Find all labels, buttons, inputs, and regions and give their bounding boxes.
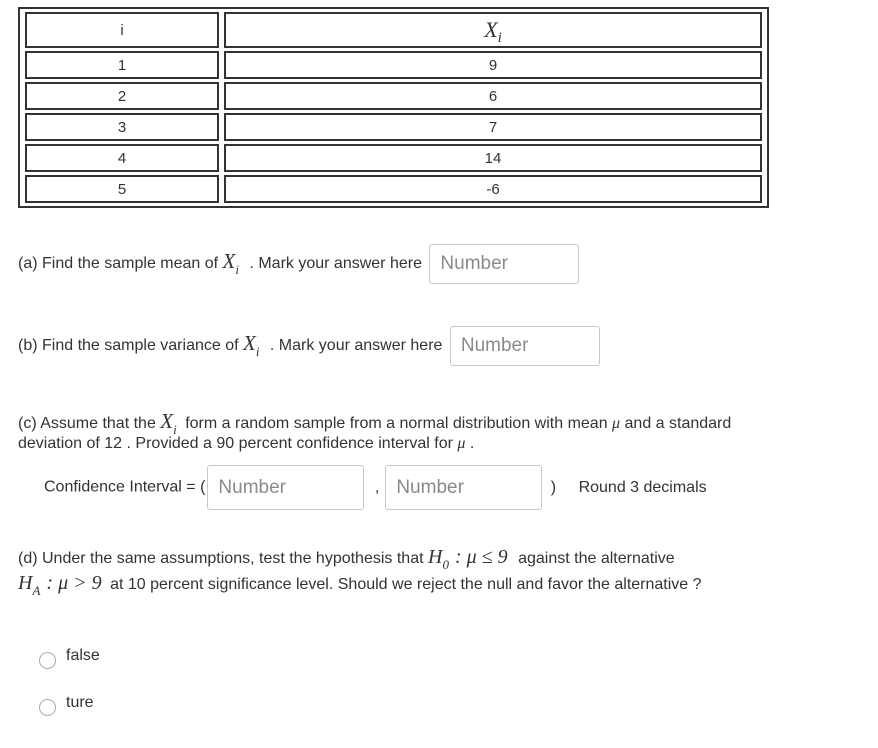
question-b-prefix: (b) Find the sample variance of (18, 337, 239, 355)
header-x (224, 12, 762, 48)
option-false[interactable] (39, 642, 100, 669)
radio-button[interactable] (39, 699, 56, 716)
option-label: ture (66, 693, 94, 711)
cell-x: 9 (224, 51, 762, 79)
cell-x: -6 (224, 175, 762, 203)
header-x-var: X (484, 17, 498, 42)
table-row (25, 82, 762, 110)
question-d-line1: (d) Under the same assumptions, test the hypothesis that $H_0$ : μ ≤ 9 against the alternative (18, 546, 675, 572)
confidence-interval-row (44, 465, 707, 510)
ci-label: Confidence Interval = ( (44, 478, 206, 496)
mu-symbol: μ (612, 415, 621, 432)
table-row (25, 144, 762, 172)
question-c-line1: (c) Assume that the $X_i$ form a random sample from a normal distribution with mean μ and a standard (18, 409, 732, 437)
question-a-suffix: . Mark your answer here (249, 255, 422, 273)
question-b-var: $X_i$ (243, 331, 260, 360)
h0-hypothesis: $H_0$ : μ ≤ 9 (428, 546, 508, 572)
question-b (18, 326, 600, 366)
ci-upper-input[interactable] (385, 465, 542, 510)
question-a (18, 244, 579, 284)
question-c-line2: deviation of 12 . Provided a 90 percent confidence interval for μ . (18, 435, 475, 452)
table-row (25, 175, 762, 203)
question-a-prefix: (a) Find the sample mean of (18, 255, 219, 273)
question-b-suffix: . Mark your answer here (269, 337, 443, 355)
ci-lower-input[interactable] (207, 465, 364, 510)
question-d-line2: $H_A$ : μ > 9 at 10 percent significance level. Should we reject the null and favor the alternative ? (18, 572, 702, 598)
header-x-sub: i (497, 30, 502, 46)
cell-x: 6 (224, 82, 762, 110)
cell-x: 7 (224, 113, 762, 141)
question-c-var: $X_i$ (160, 409, 177, 437)
mu-symbol: μ (457, 435, 466, 452)
cell-i: 5 (25, 175, 219, 203)
radio-button[interactable] (39, 652, 56, 669)
data-table (18, 7, 769, 208)
cell-i: 2 (25, 82, 219, 110)
cell-x: 14 (224, 144, 762, 172)
round-note: Round 3 decimals (578, 478, 707, 496)
ci-comma: , (374, 478, 380, 496)
mean-answer-input[interactable] (429, 244, 579, 284)
ci-close-paren: ) (550, 478, 557, 496)
cell-i: 1 (25, 51, 219, 79)
option-label: false (66, 646, 100, 664)
ha-hypothesis: $H_A$ : μ > 9 (18, 572, 102, 598)
variance-answer-input[interactable] (450, 326, 600, 366)
cell-i: 4 (25, 144, 219, 172)
table-row (25, 113, 762, 141)
question-a-var: $X_i$ (222, 249, 239, 278)
table-row (25, 51, 762, 79)
option-ture[interactable] (39, 689, 94, 716)
table-header-row (25, 12, 762, 48)
cell-i: 3 (25, 113, 219, 141)
header-i: i (25, 12, 219, 48)
